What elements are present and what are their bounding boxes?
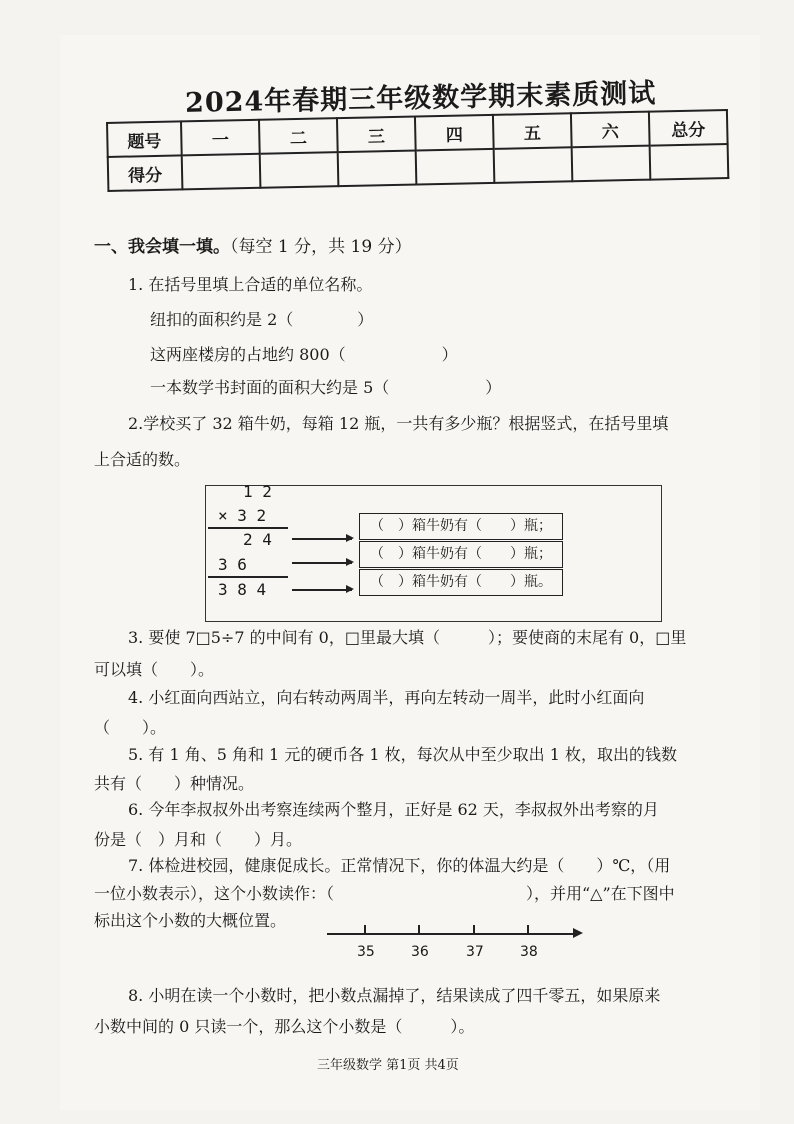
question-8-line1: 8. 小明在读一个小数时，把小数点漏掉了，结果读成了四千零五，如果原来	[128, 986, 661, 1005]
question-8-line2: 小数中间的 0 只读一个，那么这个小数是（ ）。	[94, 1017, 475, 1036]
answer-box-3[interactable]: （ ）箱牛奶有（ ）瓶。	[359, 569, 563, 596]
question-6-line2: 份是（ ）月和（ ）月。	[94, 830, 303, 849]
answer-box-2[interactable]: （ ）箱牛奶有（ ）瓶；	[359, 541, 563, 568]
score-cell[interactable]	[650, 144, 729, 180]
score-col-1: 一	[181, 120, 260, 156]
number-line-label-38: 38	[520, 944, 538, 960]
score-cell[interactable]	[494, 147, 573, 183]
score-col-6: 六	[571, 112, 650, 148]
question-1a: 纽扣的面积约是 2（ ）	[150, 310, 374, 329]
score-table-header-score: 得分	[108, 155, 183, 191]
question-7-line2: 一位小数表示），这个小数读作：（ ），并用“△”在下图中	[94, 884, 675, 903]
number-line-tick	[418, 925, 420, 934]
question-7-line1: 7. 体检进校园，健康促成长。正常情况下，你的体温大约是（ ）℃，（用	[128, 856, 671, 875]
question-7-line3: 标出这个小数的大概位置。	[94, 911, 287, 930]
score-col-3: 三	[337, 117, 416, 153]
number-line-tick	[473, 925, 475, 934]
score-table-header-item: 题号	[107, 121, 182, 157]
score-col-5: 五	[493, 113, 572, 149]
question-2-line1: 2.学校买了 32 箱牛奶，每箱 12 瓶，一共有多少瓶？根据竖式，在括号里填	[128, 414, 669, 433]
score-col-2: 二	[259, 118, 338, 154]
number-line-label-35: 35	[357, 944, 375, 960]
vertical-rule	[208, 527, 288, 529]
question-4-line2: （ ）。	[94, 718, 167, 737]
arrow-icon	[292, 538, 352, 540]
vertical-multiplier: × 3 2	[218, 506, 267, 525]
score-cell[interactable]	[572, 146, 651, 182]
question-3-line2: 可以填（ ）。	[94, 660, 215, 679]
question-5-line2: 共有（ ）种情况。	[94, 774, 255, 793]
question-1-stem: 1. 在括号里填上合适的单位名称。	[128, 275, 373, 294]
answer-box-1[interactable]: （ ）箱牛奶有（ ）瓶；	[359, 513, 563, 540]
number-line-tick	[364, 925, 366, 934]
score-col-total: 总分	[649, 110, 728, 146]
number-line-label-36: 36	[411, 944, 429, 960]
question-6-line1: 6. 今年李叔叔外出考察连续两个整月，正好是 62 天，李叔叔外出考察的月	[128, 800, 659, 819]
vertical-multiplicand: 1 2	[243, 482, 272, 501]
section-heading: 一、我会填一填。（每空 1 分，共 19 分）	[94, 237, 412, 257]
question-1c: 一本数学书封面的面积大约是 5（ ）	[150, 378, 502, 397]
exam-title: 2024年春期三年级数学期末素质测试	[184, 78, 657, 119]
question-5-line1: 5. 有 1 角、5 角和 1 元的硬币各 1 枚，每次从中至少取出 1 枚，取出的钱数	[128, 745, 678, 764]
number-line-label-37: 37	[466, 944, 484, 960]
score-cell[interactable]	[260, 152, 339, 188]
question-2-line2: 上合适的数。	[94, 450, 191, 469]
question-3-line1: 3. 要使 7□5÷7 的中间有 0，□里最大填（ ）；要使商的末尾有 0，□里	[128, 628, 687, 647]
page-footer: 三年级数学 第1页 共4页	[317, 1058, 459, 1073]
score-cell[interactable]	[416, 149, 495, 185]
vertical-rule	[208, 576, 288, 578]
score-table	[106, 109, 729, 192]
arrow-icon	[292, 589, 352, 591]
vertical-result: 3 8 4	[218, 580, 267, 599]
arrow-icon	[292, 562, 352, 564]
vertical-partial-1: 2 4	[243, 530, 272, 549]
score-cell[interactable]	[338, 151, 417, 187]
question-1b: 这两座楼房的占地约 800（ ）	[150, 345, 458, 364]
score-col-4: 四	[415, 115, 494, 151]
score-cell[interactable]	[182, 154, 261, 190]
question-4-line1: 4. 小红面向西站立，向右转动两周半，再向左转动一周半，此时小红面向	[128, 688, 645, 707]
vertical-partial-2: 3 6	[218, 555, 247, 574]
number-line-tick	[527, 925, 529, 934]
